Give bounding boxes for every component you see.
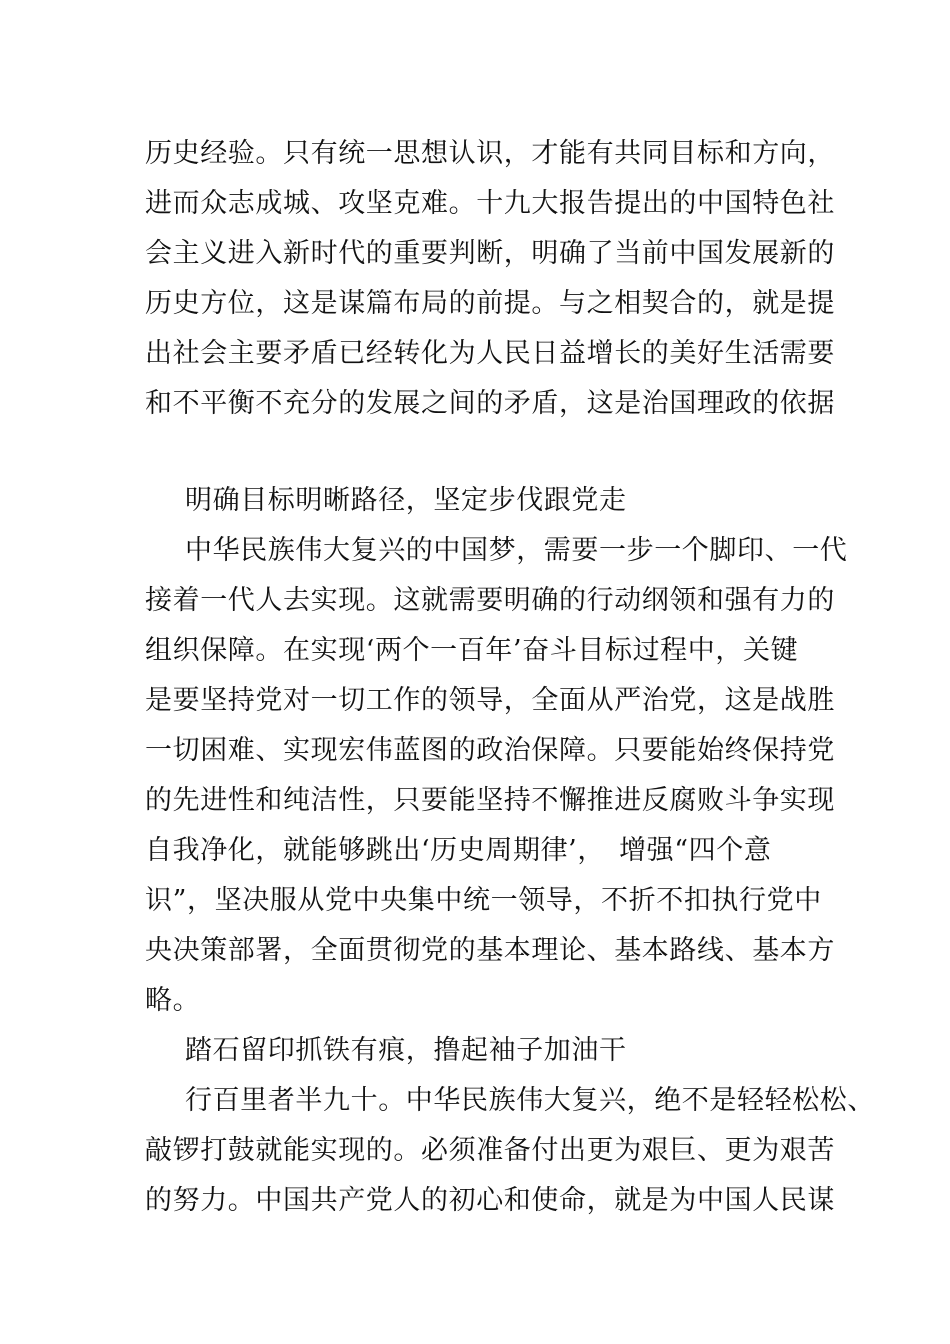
text-line: 历史方位，这是谋篇布局的前提。与之相契合的，就是提 bbox=[145, 288, 835, 319]
text-line: 接着一代人去实现。这就需要明确的行动纲领和强有力的 bbox=[145, 585, 835, 616]
section-heading: 踏石留印抓铁有痕，撸起袖子加油干 bbox=[185, 1035, 627, 1066]
text-line: 是要坚持党对一切工作的领导，全面从严治党，这是战胜 bbox=[145, 685, 835, 716]
text-line: 一切困难、实现宏伟蓝图的政治保障。只要能始终保持党 bbox=[145, 735, 835, 766]
text-line: 央决策部署，全面贯彻党的基本理论、基本路线、基本方 bbox=[145, 935, 835, 966]
text-line: 敲锣打鼓就能实现的。必须准备付出更为艰巨、更为艰苦 bbox=[145, 1135, 835, 1166]
text-line: 行百里者半九十。中华民族伟大复兴，绝不是轻轻松松、 bbox=[185, 1085, 875, 1116]
text-line: 的努力。中国共产党人的初心和使命，就是为中国人民谋 bbox=[145, 1185, 835, 1216]
section-heading: 明确目标明晰路径，坚定步伐跟党走 bbox=[185, 485, 627, 516]
text-line: 和不平衡不充分的发展之间的矛盾，这是治国理政的依据 bbox=[145, 388, 835, 419]
text-line: 进而众志成城、攻坚克难。十九大报告提出的中国特色社 bbox=[145, 188, 835, 219]
text-line: 历史经验。只有统一思想认识，才能有共同目标和方向， bbox=[145, 138, 835, 169]
text-line: 识”，坚决服从党中央集中统一领导，不折不扣执行党中 bbox=[145, 885, 822, 916]
text-line: 自我净化，就能够跳出‘历史周期律’， 增强“四个意 bbox=[145, 835, 772, 866]
text-line: 出社会主要矛盾已经转化为人民日益增长的美好生活需要 bbox=[145, 338, 835, 369]
text-line: 组织保障。在实现‘两个一百年’奋斗目标过程中，关键 bbox=[145, 635, 799, 666]
text-line: 的先进性和纯洁性，只要能坚持不懈推进反腐败斗争实现 bbox=[145, 785, 835, 816]
text-line: 略。 bbox=[145, 985, 201, 1016]
text-line: 会主义进入新时代的重要判断，明确了当前中国发展新的 bbox=[145, 238, 835, 269]
text-line: 中华民族伟大复兴的中国梦，需要一步一个脚印、一代 bbox=[185, 535, 848, 566]
